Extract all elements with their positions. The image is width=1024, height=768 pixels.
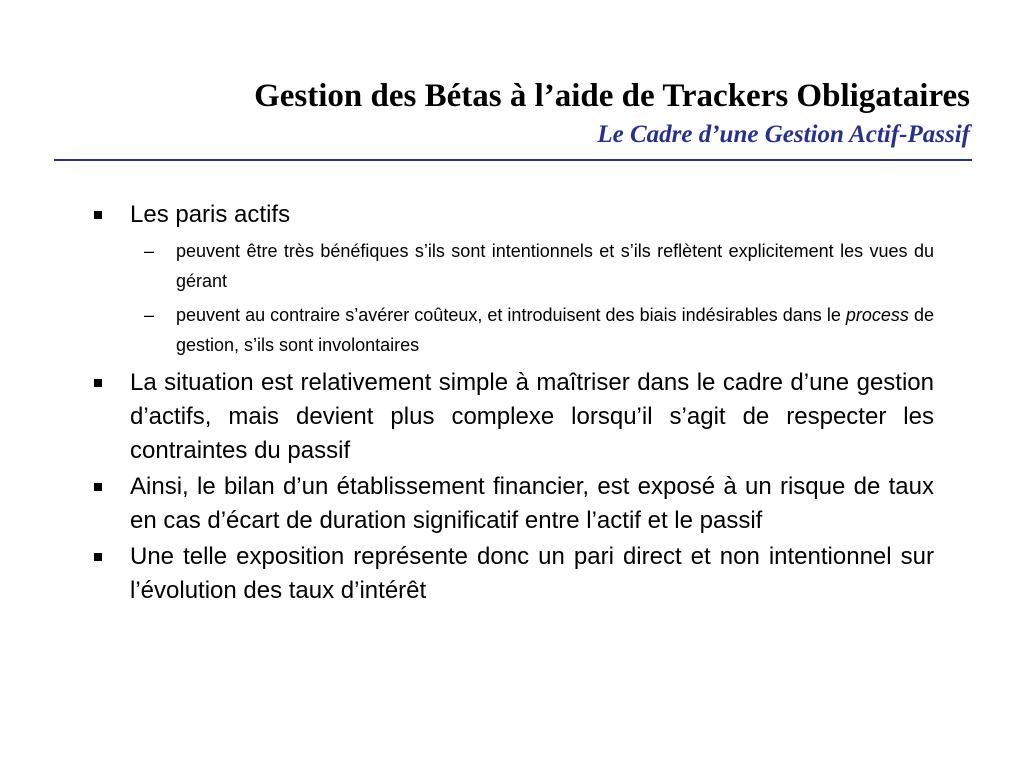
sub-bullet-item	[144, 300, 934, 360]
bullet-item	[90, 470, 934, 538]
square-bullet-icon	[94, 553, 102, 561]
sub-bullet-text-after: de gestion, s’ils sont involontaires	[176, 305, 934, 355]
slide-subtitle: Le Cadre d’une Gestion Actif-Passif	[597, 121, 970, 148]
title-divider	[54, 159, 972, 161]
bullet-text: Les paris actifs	[130, 201, 291, 228]
bullet-text: La situation est relativement simple à maîtriser dans le cadre d’une gestion d’actifs, mais devient plus complexe lorsqu’il s’agit de respecter les contraintes du passif	[130, 369, 934, 464]
bullet-text: Une telle exposition représente donc un pari direct et non intentionnel sur l’évolution des taux d’intérêt	[130, 543, 934, 604]
bullet-item	[90, 198, 934, 232]
bullet-item	[90, 366, 934, 468]
sub-bullet-text-before: peuvent au contraire s’avérer coûteux, et introduisent des biais indésirables dans le	[176, 305, 846, 325]
sub-bullet-dash: –	[144, 241, 155, 261]
square-bullet-icon	[94, 379, 102, 387]
bullet-item	[90, 540, 934, 608]
bullet-list	[90, 198, 934, 610]
square-bullet-icon	[94, 483, 102, 491]
sub-bullet-item	[144, 236, 934, 296]
sub-bullet-text: peuvent être très bénéfiques s’ils sont intentionnels et s’ils reflètent explicitement les vues du gérant	[176, 241, 934, 291]
bullet-text: Ainsi, le bilan d’un établissement financier, est exposé à un risque de taux en cas d’écart de duration significatif entre l’actif et le passif	[130, 473, 934, 534]
sub-bullet-dash: –	[144, 305, 155, 325]
sub-bullet-text-italic: process	[845, 305, 909, 325]
square-bullet-icon	[94, 211, 102, 219]
slide-title: Gestion des Bétas à l’aide de Trackers Obligataires	[254, 78, 970, 114]
